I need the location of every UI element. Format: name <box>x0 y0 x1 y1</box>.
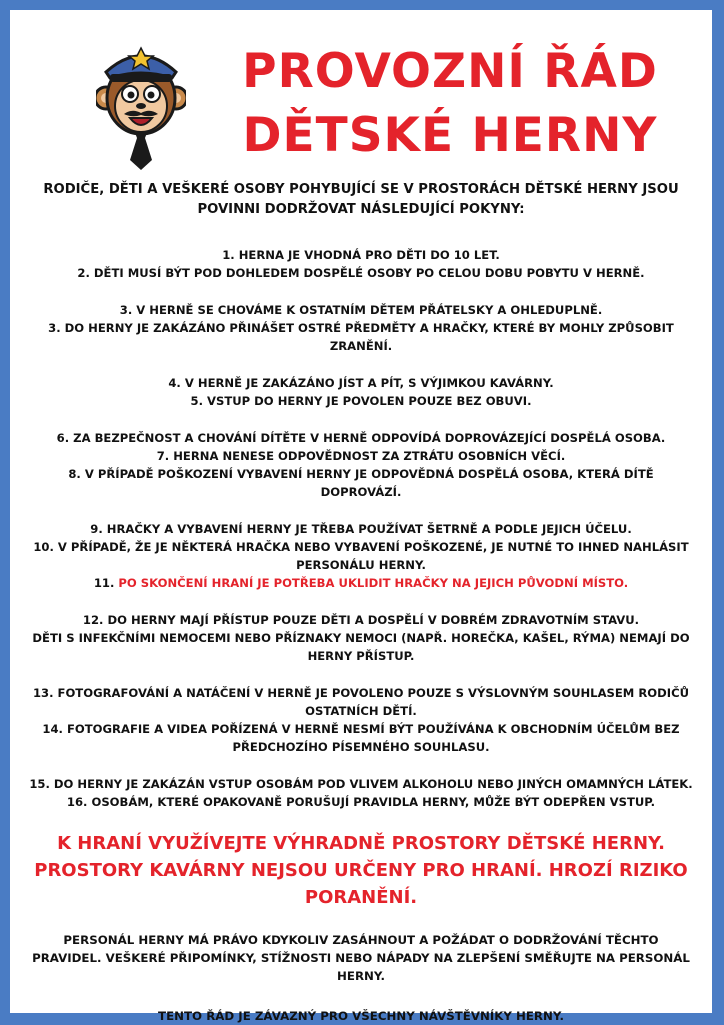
rule-group <box>28 301 694 355</box>
rule-item: 3. DO HERNY JE ZAKÁZÁNO PŘINÁŠET OSTRÉ PŘEDMĚTY A HRAČKY, KTERÉ BY MOHLY ZPŮSOBIT ZRANĚNÍ. <box>48 321 674 353</box>
rule-item: 4. V HERNĚ JE ZAKÁZÁNO JÍST A PÍT, S VÝJIMKOU KAVÁRNY. <box>168 376 554 390</box>
rule-item: 1. HERNA JE VHODNÁ PRO DĚTI DO 10 LET. <box>222 248 500 262</box>
page-title <box>210 40 690 168</box>
rule-suffix: . <box>623 576 629 590</box>
rule-group <box>28 520 694 592</box>
closing-text: TENTO ŘÁD JE ZÁVAZNÝ PRO VŠECHNY NÁVŠTĚVNÍKY HERNY. <box>158 1009 564 1023</box>
rule-item: 7. HERNA NENESE ODPOVĚDNOST ZA ZTRÁTU OSOBNÍCH VĚCÍ. <box>156 449 566 463</box>
rule-item: 14. FOTOGRAFIE A VIDEA POŘÍZENÁ V HERNĚ NESMÍ BÝT POUŽÍVÁNA K OBCHODNÍM ÚČELŮM BEZ PŘEDCHOZÍHO PÍSEMNÉHO SOUHLASU. <box>42 722 680 754</box>
rule-group <box>28 684 694 756</box>
rule-item-highlighted <box>28 574 694 592</box>
rule-item: 15. DO HERNY JE ZAKÁZÁN VSTUP OSOBÁM POD VLIVEM ALKOHOLU NEBO JINÝCH OMAMNÝCH LÁTEK. <box>29 777 693 791</box>
police-monkey-icon <box>96 32 186 170</box>
rules-sheet <box>10 10 712 1023</box>
rule-item: 5. VSTUP DO HERNY JE POVOLEN POUZE BEZ OBUVI. <box>190 394 532 408</box>
rule-item: 6. ZA BEZPEČNOST A CHOVÁNÍ DÍTĚTE V HERNĚ ODPOVÍDÁ DOPROVÁZEJÍCÍ DOSPĚLÁ OSOBA. <box>56 431 666 445</box>
rule-item: 2. DĚTI MUSÍ BÝT POD DOHLEDEM DOSPĚLÉ OSOBY PO CELOU DOBU POBYTU V HERNĚ. <box>77 266 645 280</box>
rule-group <box>28 374 694 410</box>
rule-item: 12. DO HERNY MAJÍ PŘÍSTUP POUZE DĚTI A DOSPĚLÍ V DOBRÉM ZDRAVOTNÍM STAVU. <box>82 613 640 627</box>
title-line-2: DĚTSKÉ HERNY <box>242 108 658 163</box>
intro-text: RODIČE, DĚTI A VEŠKERÉ OSOBY POHYBUJÍCÍ SE V PROSTORÁCH DĚTSKÉ HERNY JSOU POVINNI DODRŽOVAT NÁSLEDUJÍCÍ POKYNY: <box>43 182 679 217</box>
rule-group <box>28 246 694 282</box>
rule-item: 10. V PŘÍPADĚ, ŽE JE NĚKTERÁ HRAČKA NEBO VYBAVENÍ POŠKOZENÉ, JE NUTNÉ TO IHNED NAHLÁSIT PERSONÁLU HERNY. <box>33 540 689 572</box>
title-line-1: PROVOZNÍ ŘÁD <box>242 44 658 99</box>
rule-item: 9. HRAČKY A VYBAVENÍ HERNY JE TŘEBA POUŽÍVAT ŠETRNĚ A PODLE JEJICH ÚČELU. <box>90 522 632 536</box>
rules-content <box>28 180 694 1025</box>
staff-note: PERSONÁL HERNY MÁ PRÁVO KDYKOLIV ZASÁHNOUT A POŽÁDAT O DODRŽOVÁNÍ TĚCHTO PRAVIDEL. VEŠKERÉ PŘIPOMÍNKY, STÍŽNOSTI NEBO NÁPADY NA ZLEPŠENÍ SMĚŘUJTE NA PERSONÁL HERNY. <box>32 933 690 983</box>
rule-group <box>28 429 694 501</box>
rule-item: DĚTI S INFEKČNÍMI NEMOCEMI NEBO PŘÍZNAKY NEMOCI (NAPŘ. HOREČKA, KAŠEL, RÝMA) NEMAJÍ DO HERNY PŘÍSTUP. <box>32 631 690 663</box>
rule-item: 13. FOTOGRAFOVÁNÍ A NATÁČENÍ V HERNĚ JE POVOLENO POUZE S VÝSLOVNÝM SOUHLASEM RODIČŮ OSTATNÍCH DĚTÍ. <box>32 686 690 718</box>
rule-group <box>28 611 694 665</box>
rule-item: 16. OSOBÁM, KTERÉ OPAKOVANĚ PORUŠUJÍ PRAVIDLA HERNY, MŮŽE BÝT ODEPŘEN VSTUP. <box>66 795 656 809</box>
rule-group <box>28 775 694 811</box>
rule-number: 11. <box>93 576 115 590</box>
rule-highlight: PO SKONČENÍ HRANÍ JE POTŘEBA UKLIDIT HRAČKY NA JEJICH PŮVODNÍ MÍSTO <box>118 576 624 590</box>
rule-item: 3. V HERNĚ SE CHOVÁME K OSTATNÍM DĚTEM PŘÁTELSKY A OHLEDUPLNĚ. <box>119 303 603 317</box>
rule-item: 8. V PŘÍPADĚ POŠKOZENÍ VYBAVENÍ HERNY JE ODPOVĚDNÁ DOSPĚLÁ OSOBA, KTERÁ DÍTĚ DOPROVÁZÍ. <box>68 467 654 499</box>
warning-text: K HRANÍ VYUŽÍVEJTE VÝHRADNĚ PROSTORY DĚTSKÉ HERNY. PROSTORY KAVÁRNY NEJSOU URČENY PRO HRANÍ. HROZÍ RIZIKO PORANĚNÍ. <box>34 833 688 908</box>
